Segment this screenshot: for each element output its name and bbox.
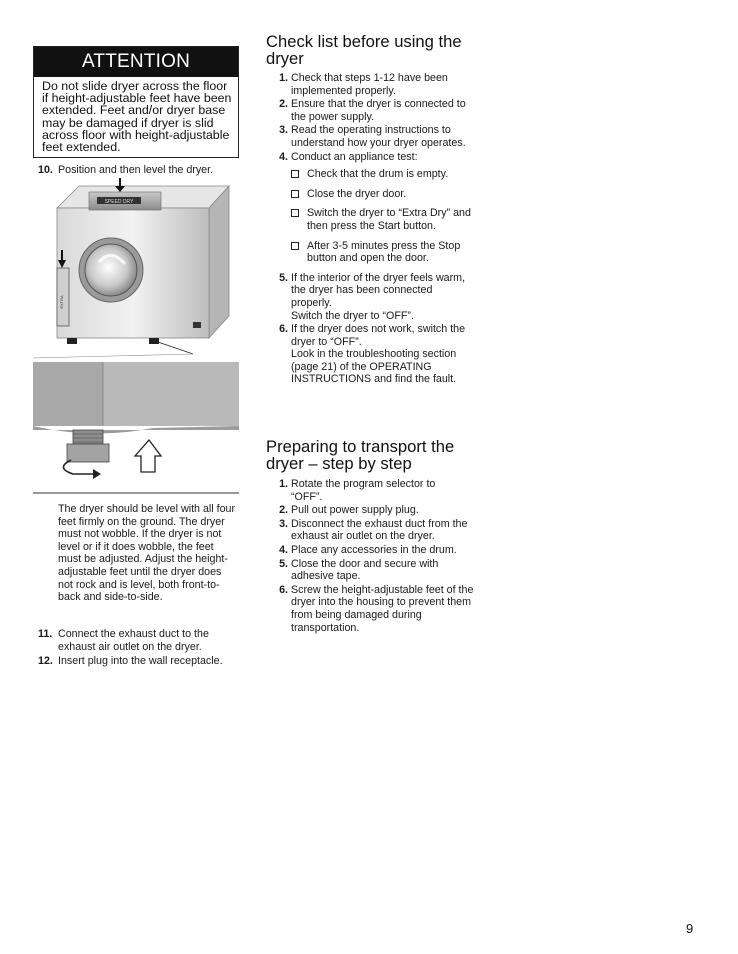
step-text: Disconnect the exhaust duct from the exhaust air outlet on the dryer.	[291, 517, 468, 543]
checklist-step	[276, 151, 476, 164]
subcheck-item	[288, 240, 476, 265]
transport-step	[276, 584, 481, 634]
step-text-line: If the interior of the dryer feels warm, the dryer has been connected properly.	[291, 271, 466, 309]
foot-detail	[33, 360, 239, 494]
step-text: Place any accessories in the drum.	[291, 543, 457, 556]
checklist-step	[276, 323, 476, 386]
step-12	[38, 655, 248, 668]
checklist-step	[276, 124, 476, 149]
step-number: 5.	[279, 557, 288, 570]
step-text: Close the door and secure with adhesive tape.	[291, 557, 439, 583]
step-number: 12.	[38, 655, 53, 667]
attention-text: Do not slide dryer across the floor if height-adjustable feet have been extended. Feet and/or dryer base may be damaged if dryer is slid across floor with height-adjustable feet extended.	[42, 79, 232, 155]
step-number: 2.	[279, 504, 288, 517]
step-number: 6.	[279, 323, 288, 336]
step-text-line: Switch the dryer to “OFF”.	[291, 309, 414, 322]
step-text: Insert plug into the wall receptacle.	[58, 655, 223, 667]
step-text: Check that steps 1-12 have been implemented properly.	[291, 72, 448, 97]
step-number: 4.	[279, 543, 288, 556]
step-10	[38, 164, 238, 177]
step-number: 3.	[279, 124, 288, 137]
checklist-heading: Check list before using the dryer	[266, 32, 462, 68]
subcheck-text: Switch the dryer to “Extra Dry” and then press the Start button.	[307, 207, 471, 232]
step-number: 10.	[38, 164, 53, 176]
transport-step	[276, 504, 481, 517]
step-text: Connect the exhaust duct to the exhaust air outlet on the dryer.	[58, 628, 209, 653]
step-text: Ensure that the dryer is connected to the power supply.	[291, 98, 466, 123]
checkbox-icon	[291, 242, 299, 250]
step-text	[291, 323, 476, 386]
step-text-line: If the dryer does not work, switch the dryer to “OFF”.	[291, 323, 466, 348]
checkbox-icon	[291, 170, 299, 178]
step-number: 6.	[279, 583, 288, 596]
step-text: Read the operating instructions to understand how your dryer operates.	[291, 124, 466, 149]
subcheck-text: Close the dryer door.	[307, 187, 407, 200]
step-number: 1.	[279, 478, 288, 490]
step-number: 4.	[279, 150, 288, 163]
step-text: Position and then level the dryer.	[58, 164, 214, 176]
step-text: Pull out power supply plug.	[291, 504, 419, 517]
checklist-step	[276, 272, 476, 322]
step-number: 11.	[38, 628, 53, 640]
attention-box	[33, 46, 239, 158]
transport-steps	[276, 478, 481, 635]
checklist-steps	[276, 72, 476, 387]
attention-title: ATTENTION	[34, 47, 238, 77]
dryer-leveling-figure	[33, 178, 239, 494]
appliance-test-checks	[276, 168, 476, 265]
step-text-line: Look in the troubleshooting section (page 21) of the OPERATING INSTRUCTIONS and find the fault.	[291, 348, 457, 386]
transport-heading: Preparing to transport the dryer – step by step	[266, 437, 455, 473]
dryer-illustration	[33, 178, 239, 494]
transport-step	[276, 544, 481, 557]
step-number: 1.	[279, 72, 288, 84]
checklist-step	[276, 72, 476, 97]
step-text: Rotate the program selector to “OFF”.	[291, 478, 436, 503]
transport-step	[276, 518, 481, 543]
subcheck-item	[288, 188, 476, 201]
step-text: Conduct an appliance test:	[291, 150, 418, 163]
step-11	[38, 628, 238, 653]
subcheck-item	[288, 207, 476, 232]
page-number: 9	[686, 921, 694, 936]
subcheck-text: After 3-5 minutes press the Stop button and open the door.	[307, 239, 461, 265]
leveling-paragraph: The dryer should be level with all four feet firmly on the ground. The dryer must not wobble. If the dryer is not level or if it does wobble, the feet must be adjusted. Adjust the height-adjustable feet until the dryer does not rock and is level, both front-to-back and side-to-side.	[58, 503, 236, 604]
checkbox-icon	[291, 209, 299, 217]
checkbox-icon	[291, 190, 299, 198]
checklist-step	[276, 98, 476, 123]
subcheck-text: Check that the drum is empty.	[307, 168, 449, 181]
step-number: 3.	[279, 517, 288, 530]
step-number: 5.	[279, 271, 288, 284]
transport-step	[276, 478, 481, 503]
step-number: 2.	[279, 98, 288, 111]
side-label: EXTRA	[59, 295, 64, 309]
dryer-body	[57, 178, 229, 344]
subcheck-item	[288, 168, 476, 181]
step-text: Screw the height-adjustable feet of the dryer into the housing to prevent them from being damaged during transportation.	[291, 583, 474, 634]
transport-step	[276, 558, 481, 583]
step-text	[291, 272, 476, 322]
display-label: SPEED DRY	[104, 199, 134, 205]
